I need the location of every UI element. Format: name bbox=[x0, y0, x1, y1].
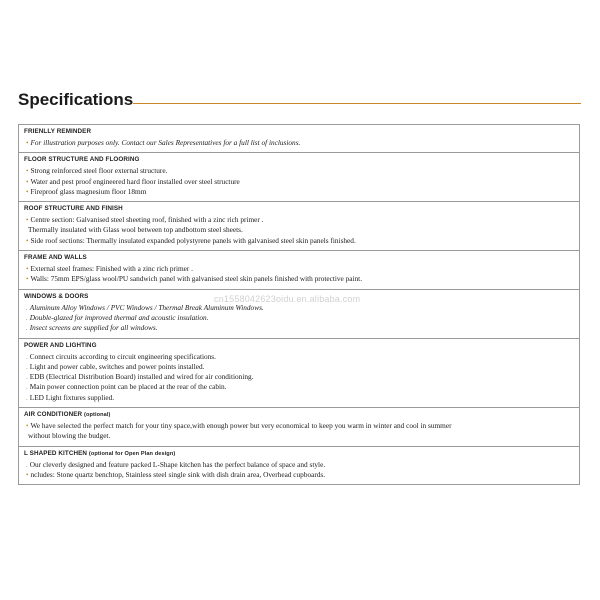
spec-line bbox=[24, 352, 574, 362]
section-heading bbox=[24, 254, 574, 261]
section-heading-label: POWER AND LIGHTING bbox=[24, 341, 97, 349]
section-friendly-reminder bbox=[19, 125, 579, 153]
spec-line bbox=[24, 431, 574, 441]
spec-line bbox=[24, 372, 574, 382]
watermark-text: cn1558042623oidu.en.alibaba.com bbox=[214, 294, 361, 304]
spec-line bbox=[24, 393, 574, 403]
spec-text: ncludes: Stone quartz benchtop, Stainless steel single sink with dish drain area, Overhead cupboards. bbox=[30, 469, 326, 479]
bullet-icon: . bbox=[26, 383, 28, 392]
bullet-icon: . bbox=[26, 352, 28, 361]
spec-line bbox=[24, 470, 574, 480]
spec-line bbox=[24, 264, 574, 274]
section-heading bbox=[24, 156, 574, 163]
bullet-icon: • bbox=[26, 265, 29, 274]
section-heading bbox=[24, 205, 574, 212]
section-power-lighting bbox=[19, 339, 579, 408]
section-heading-label: FLOOR STRUCTURE AND FLOORING bbox=[24, 156, 140, 164]
section-heading-label: FRIENLLY REMINDER bbox=[24, 128, 92, 135]
spec-line bbox=[24, 166, 574, 176]
section-heading-label: L SHAPED KITCHEN bbox=[24, 449, 88, 457]
bullet-icon: . bbox=[26, 324, 28, 333]
section-frame-and-walls bbox=[19, 251, 579, 290]
section-heading bbox=[24, 411, 574, 418]
section-heading-label: FRAME AND WALLS bbox=[24, 254, 87, 262]
spec-text: LED Light fixtures supplied. bbox=[29, 392, 115, 402]
bullet-icon: • bbox=[26, 216, 29, 225]
spec-text: Centre section: Galvanised steel sheeting roof, finished with a zinc rich primer . bbox=[30, 215, 264, 225]
bullet-icon: . bbox=[26, 362, 28, 371]
spec-text: Water and pest proof engineered hard floor installed over steel structure bbox=[30, 176, 240, 186]
section-heading bbox=[24, 342, 574, 349]
section-l-shaped-kitchen bbox=[19, 447, 579, 485]
spec-line bbox=[24, 382, 574, 392]
section-heading bbox=[24, 128, 574, 135]
section-air-conditioner bbox=[19, 408, 579, 447]
spec-line bbox=[24, 460, 574, 470]
section-heading-label: AIR CONDITIONER bbox=[24, 411, 83, 419]
bullet-icon: • bbox=[26, 177, 29, 186]
spec-text: Main power connection point can be placed at the rear of the cabin. bbox=[29, 382, 227, 392]
page-title: Specifications bbox=[18, 90, 134, 109]
bullet-icon: • bbox=[26, 139, 29, 147]
section-floor-structure bbox=[19, 153, 579, 202]
bullet-icon: . bbox=[26, 393, 28, 402]
spec-text: Aluminum Alloy Windows / PVC Windows / Thermal Break Aluminum Windows. bbox=[29, 302, 264, 312]
bullet-icon: . bbox=[26, 460, 28, 469]
spec-text: Light and power cable, switches and power points installed. bbox=[29, 361, 205, 371]
bullet-icon: • bbox=[26, 275, 29, 284]
spec-line bbox=[24, 303, 574, 313]
spec-text: Side roof sections: Thermally insulated expanded polystyrene panels with galvanised steel skin panels finished. bbox=[30, 235, 356, 245]
spec-line bbox=[24, 313, 574, 323]
title-divider bbox=[133, 103, 581, 104]
bullet-icon: • bbox=[26, 422, 29, 431]
spec-text: External steel frames: Finished with a zinc rich primer . bbox=[30, 264, 193, 274]
spec-text: Connect circuits according to circuit engineering specifications. bbox=[29, 351, 216, 361]
spec-text: Insect screens are supplied for all windows. bbox=[29, 323, 158, 333]
spec-text: Thermally insulated with Glass wool between top andbottom steel sheets. bbox=[28, 225, 243, 235]
bullet-icon: . bbox=[26, 373, 28, 382]
spec-text: Strong reinforced steel floor external structure. bbox=[30, 166, 168, 176]
spec-text: without blowing the budget. bbox=[28, 431, 111, 441]
section-heading bbox=[24, 450, 574, 457]
spec-line bbox=[24, 177, 574, 187]
section-heading-label: WINDOWS & DOORS bbox=[24, 292, 89, 300]
spec-text: For illustration purposes only. Contact our Sales Representatives for a full list of inclusions. bbox=[30, 138, 301, 147]
section-heading-note: (optional for Open Plan design) bbox=[88, 450, 176, 457]
section-heading-label: ROOF STRUCTURE AND FINISH bbox=[24, 205, 123, 213]
spec-line bbox=[24, 138, 574, 148]
spec-text: We have selected the perfect match for your tiny space,with enough power but very economical to keep you warm in winter and cool in summer bbox=[30, 421, 452, 431]
spec-line bbox=[24, 215, 574, 225]
bullet-icon: • bbox=[26, 187, 29, 196]
spec-text: Double-glazed for improved thermal and acoustic insulation. bbox=[29, 312, 209, 322]
bullet-icon: • bbox=[26, 470, 29, 479]
section-roof-structure bbox=[19, 202, 579, 251]
bullet-icon: . bbox=[26, 313, 28, 322]
spec-text: Walls: 75mm EPS/glass wool/PU sandwich panel with galvanised steel skin panels finished with protective paint. bbox=[30, 274, 363, 284]
bullet-icon: . bbox=[26, 303, 28, 312]
bullet-icon: • bbox=[26, 167, 29, 176]
spec-text: Fireproof glass magnesium floor 18mm bbox=[30, 186, 147, 196]
spec-text: EDB (Electrical Distribution Board) installed and wired for air conditioning. bbox=[29, 372, 254, 382]
section-heading-note: (optional) bbox=[84, 412, 111, 419]
specifications-table bbox=[18, 124, 580, 485]
spec-line bbox=[24, 187, 574, 197]
spec-line bbox=[24, 323, 574, 333]
spec-line bbox=[24, 225, 574, 235]
spec-text: Our cleverly designed and feature packed L-Shape kitchen has the perfect balance of space and style. bbox=[29, 459, 326, 469]
spec-line bbox=[24, 421, 574, 431]
bullet-icon: • bbox=[26, 236, 29, 245]
spec-line bbox=[24, 274, 574, 284]
spec-line bbox=[24, 236, 574, 246]
spec-line bbox=[24, 362, 574, 372]
